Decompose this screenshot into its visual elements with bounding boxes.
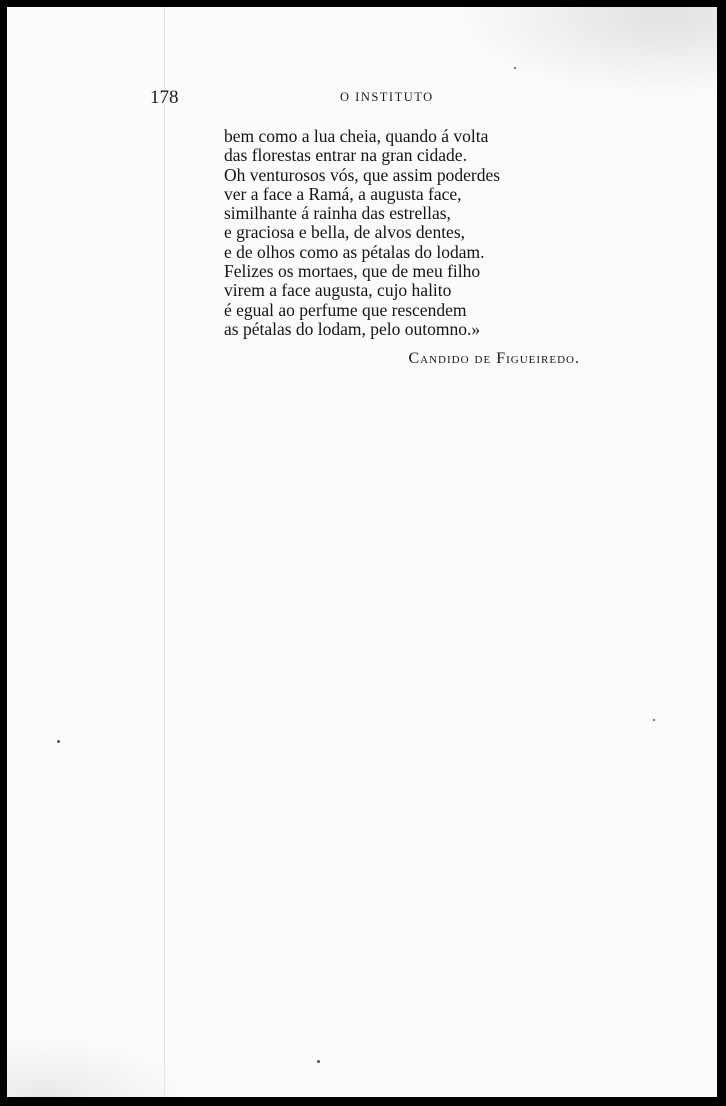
scan-speck xyxy=(514,67,516,69)
running-title: O INSTITUTO xyxy=(340,90,434,104)
poem-line: e graciosa e bella, de alvos dentes, xyxy=(224,222,466,243)
scan-speck xyxy=(317,1060,320,1063)
poem-line: Oh venturosos vós, que assim poderdes xyxy=(224,164,501,185)
poem-line: das florestas entrar na gran cidade. xyxy=(224,145,467,166)
poem-line: é egual ao perfume que rescendem xyxy=(224,299,467,320)
page-number: 178 xyxy=(150,87,179,108)
poem-line: ver a face a Ramá, a augusta face, xyxy=(224,183,462,204)
poem-line: Felizes os mortaes, que de meu filho xyxy=(224,261,481,282)
author-signature: Candido de Figueiredo. xyxy=(408,350,580,367)
poem-line: e de olhos como as pétalas do lodam. xyxy=(224,241,485,262)
scan-speck xyxy=(653,719,655,721)
page-fold-line xyxy=(164,7,165,1097)
scan-speck xyxy=(57,740,60,743)
poem-line: virem a face augusta, cujo halito xyxy=(224,280,452,301)
poem-line: similhante á rainha das estrellas, xyxy=(224,203,451,224)
book-page xyxy=(7,7,717,1097)
scan-smudge-bottom xyxy=(7,1037,187,1097)
scan-smudge-top xyxy=(457,7,717,97)
poem-stanza xyxy=(224,127,500,339)
poem-line: bem como a lua cheia, quando á volta xyxy=(224,126,489,146)
page-header xyxy=(7,87,717,111)
poem-line: as pétalas do lodam, pelo outomno.» xyxy=(224,318,481,339)
